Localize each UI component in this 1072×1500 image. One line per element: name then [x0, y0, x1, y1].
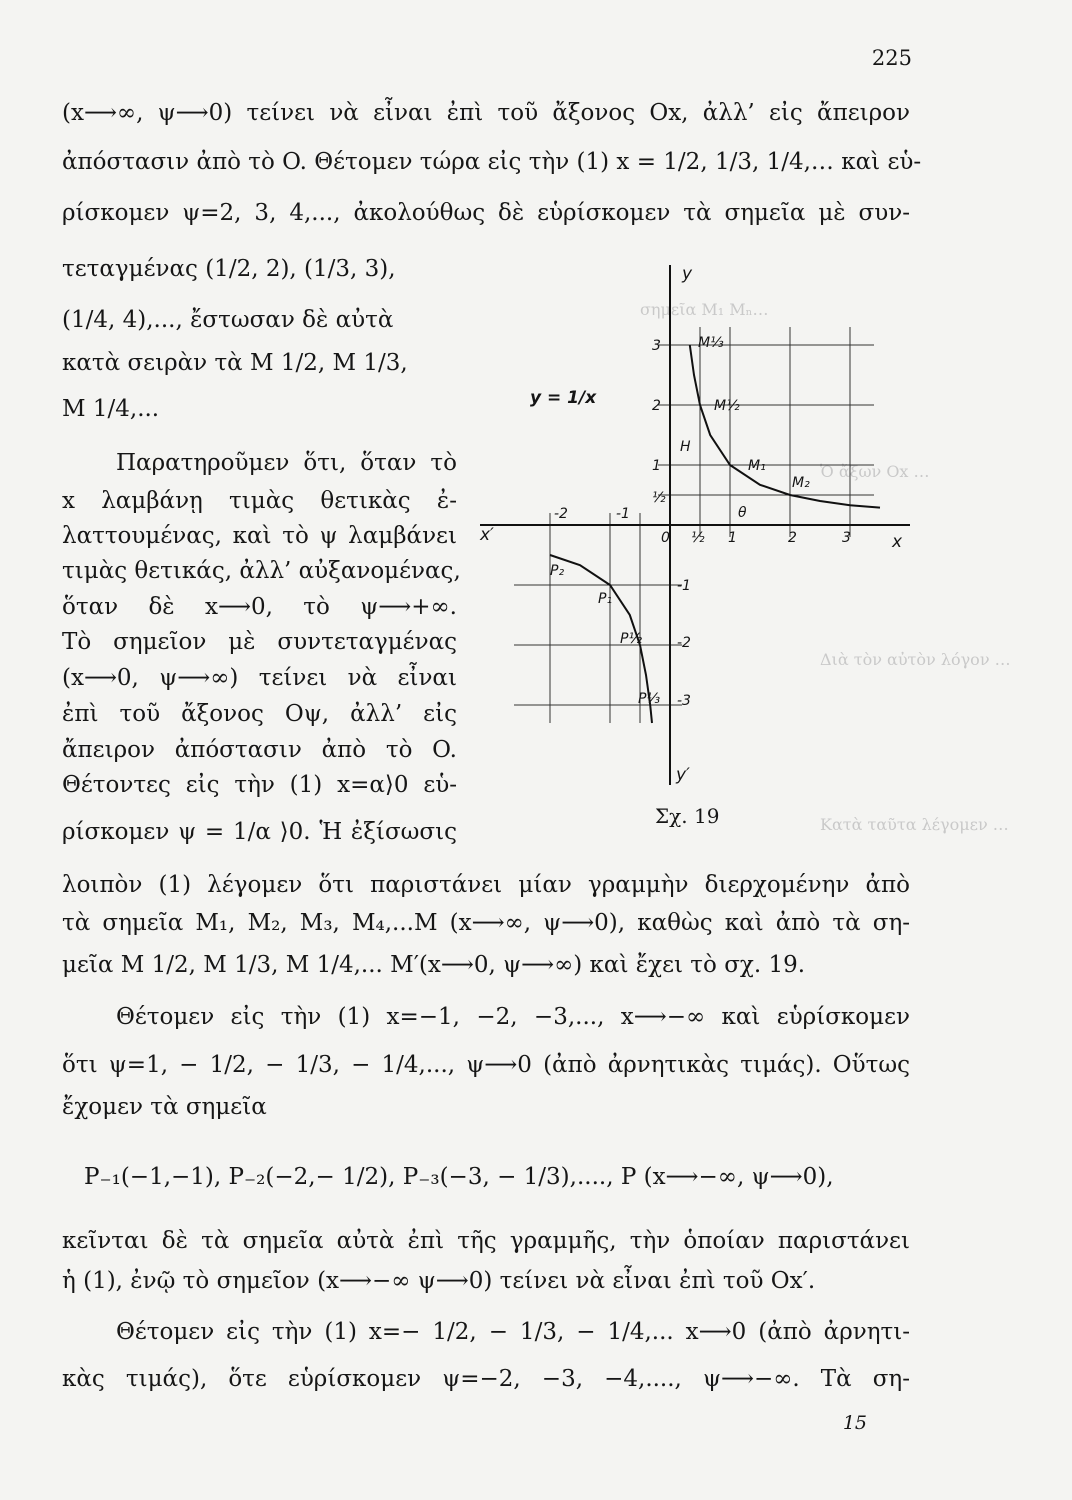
point-label: M₁ [748, 458, 766, 474]
text-line: ἐπὶ τοῦ ἄξονος Oψ, ἀλλ’ εἰς [62, 701, 457, 727]
point-label: H [680, 439, 691, 455]
text-line: Θέτοντες εἰς τὴν (1) x=α⟩0 εὑ- [62, 772, 457, 798]
page-number: 225 [871, 46, 912, 70]
x-axis-label: x [892, 532, 903, 552]
text-line: κατὰ σειρὰν τὰ M 1/2, M 1/3, [62, 350, 408, 376]
bleed-through-text: Διὰ τὸν αὐτὸν λόγον … [820, 650, 1011, 669]
point-label: M₂ [792, 475, 810, 491]
text-line: μεῖα M 1/2, M 1/3, M 1/4,... M′(x⟶0, ψ⟶∞) καὶ ἔχει τὸ σχ. 19. [62, 952, 806, 978]
point-label: P⅓ [638, 691, 661, 707]
hyperbola-figure [470, 255, 920, 795]
text-line: ὅταν δὲ x⟶0, τὸ ψ⟶+∞. [62, 594, 457, 620]
text-line: λαττουμένας, καὶ τὸ ψ λαμβάνει [62, 523, 457, 549]
text-line: Τὸ σημεῖον μὲ συντεταγμένας [62, 629, 457, 655]
text-line: κὰς τιμάς), ὅτε εὑρίσκομεν ψ=−2, −3, −4,...., ψ⟶−∞. Τὰ ση- [62, 1366, 910, 1392]
y-tick-label: 3 [652, 338, 661, 354]
y-tick-label: ½ [652, 490, 666, 506]
point-label: P½ [620, 631, 643, 647]
y-axis-negative-label: y′ [676, 765, 690, 785]
bleed-through-text: Κατὰ ταῦτα λέγομεν … [820, 815, 1009, 834]
y-axis-label: y [682, 264, 693, 284]
text-line: κεῖνται δὲ τὰ σημεῖα αὐτὰ ἐπὶ τῆς γραμμῆς, τὴν ὁποίαν παριστάνει [62, 1228, 910, 1254]
text-line: ἀπόστασιν ἀπὸ τὸ O. Θέτομεν τώρα εἰς τὴν (1) x = 1/2, 1/3, 1/4,… καὶ εὑ- [62, 149, 922, 175]
text-line: P₋₁(−1,−1), P₋₂(−2,− 1/2), P₋₃(−3, − 1/3),...., P (x⟶−∞, ψ⟶0), [84, 1164, 834, 1190]
x-tick-label: 3 [842, 530, 851, 546]
text-line: (1/4, 4),..., ἔστωσαν δὲ αὐτὰ [62, 307, 394, 333]
text-line: Θέτομεν εἰς τὴν (1) x=−1, −2, −3,..., x⟶−∞ καὶ εὑρίσκομεν [116, 1004, 910, 1030]
point-label: P₂ [550, 563, 565, 579]
text-line: τὰ σημεῖα M₁, M₂, M₃, M₄,...M (x⟶∞, ψ⟶0), καθὼς καὶ ἀπὸ τὰ ση- [62, 910, 910, 936]
theta-label: θ [738, 505, 747, 521]
text-line: M 1/4,... [62, 396, 160, 422]
y-tick-label: 1 [652, 458, 661, 474]
text-line: x λαμβάνῃ τιμὰς θετικὰς ἐ- [62, 488, 457, 514]
bleed-through-text: σημεῖα M₁ Mₙ… [640, 300, 769, 319]
y-tick-label: -1 [677, 578, 691, 594]
text-line: (x⟶∞, ψ⟶0) τείνει νὰ εἶναι ἐπὶ τοῦ ἄξονος Ox, ἀλλ’ εἰς ἄπειρον [62, 100, 910, 126]
x-tick-label: -2 [554, 506, 568, 522]
x-tick-label: 1 [728, 530, 737, 546]
text-line: τιμὰς θετικάς, ἀλλ’ αὐξανομένας, [62, 558, 461, 584]
y-tick-label: -2 [677, 635, 691, 651]
equation-label: y = 1/x [530, 388, 597, 408]
text-line: ἡ (1), ἐνῷ τὸ σημεῖον (x⟶−∞ ψ⟶0) τείνει νὰ εἶναι ἐπὶ τοῦ Ox′. [62, 1268, 816, 1294]
text-line: ἄπειρον ἀπόστασιν ἀπὸ τὸ O. [62, 737, 457, 763]
text-line: Θέτομεν εἰς τὴν (1) x=− 1/2, − 1/3, − 1/4,... x⟶0 (ἀπὸ ἀρνητι- [116, 1319, 910, 1345]
y-tick-label: 2 [652, 398, 661, 414]
text-line: (x⟶0, ψ⟶∞) τείνει νὰ εἶναι [62, 665, 457, 691]
bleed-through-text: Ὁ ἄξων Ox … [820, 462, 930, 481]
signature-mark: 15 [842, 1412, 867, 1434]
y-tick-label: -3 [677, 693, 691, 709]
text-line: Παρατηροῦμεν ὅτι, ὅταν τὸ [116, 450, 457, 476]
figure-caption: Σχ. 19 [655, 804, 720, 828]
text-line: λοιπὸν (1) λέγομεν ὅτι παριστάνει μίαν γραμμὴν διερχομένην ἀπὸ [62, 872, 910, 898]
text-line: ὅτι ψ=1, − 1/2, − 1/3, − 1/4,..., ψ⟶0 (ἀπὸ ἀρνητικὰς τιμάς). Οὕτως [62, 1052, 910, 1078]
x-tick-label: ½ [691, 530, 705, 546]
x-axis-negative-label: x′ [480, 525, 494, 545]
text-line: ρίσκομεν ψ=2, 3, 4,..., ἀκολούθως δὲ εὑρίσκομεν τὰ σημεῖα μὲ συν- [62, 200, 910, 226]
text-line: ἔχομεν τὰ σημεῖα [62, 1094, 267, 1120]
text-line: ρίσκομεν ψ = 1/α ⟩0. Ἡ ἐξίσωσις [62, 819, 457, 845]
origin-label: 0 [661, 530, 670, 546]
point-label: P₁ [598, 591, 613, 607]
point-label: M½ [714, 398, 740, 414]
text-line: τεταγμένας (1/2, 2), (1/3, 3), [62, 256, 396, 282]
x-tick-label: 2 [788, 530, 797, 546]
point-label: M⅓ [698, 335, 724, 351]
x-tick-label: -1 [616, 506, 630, 522]
hyperbola-branch-positive [690, 345, 880, 508]
